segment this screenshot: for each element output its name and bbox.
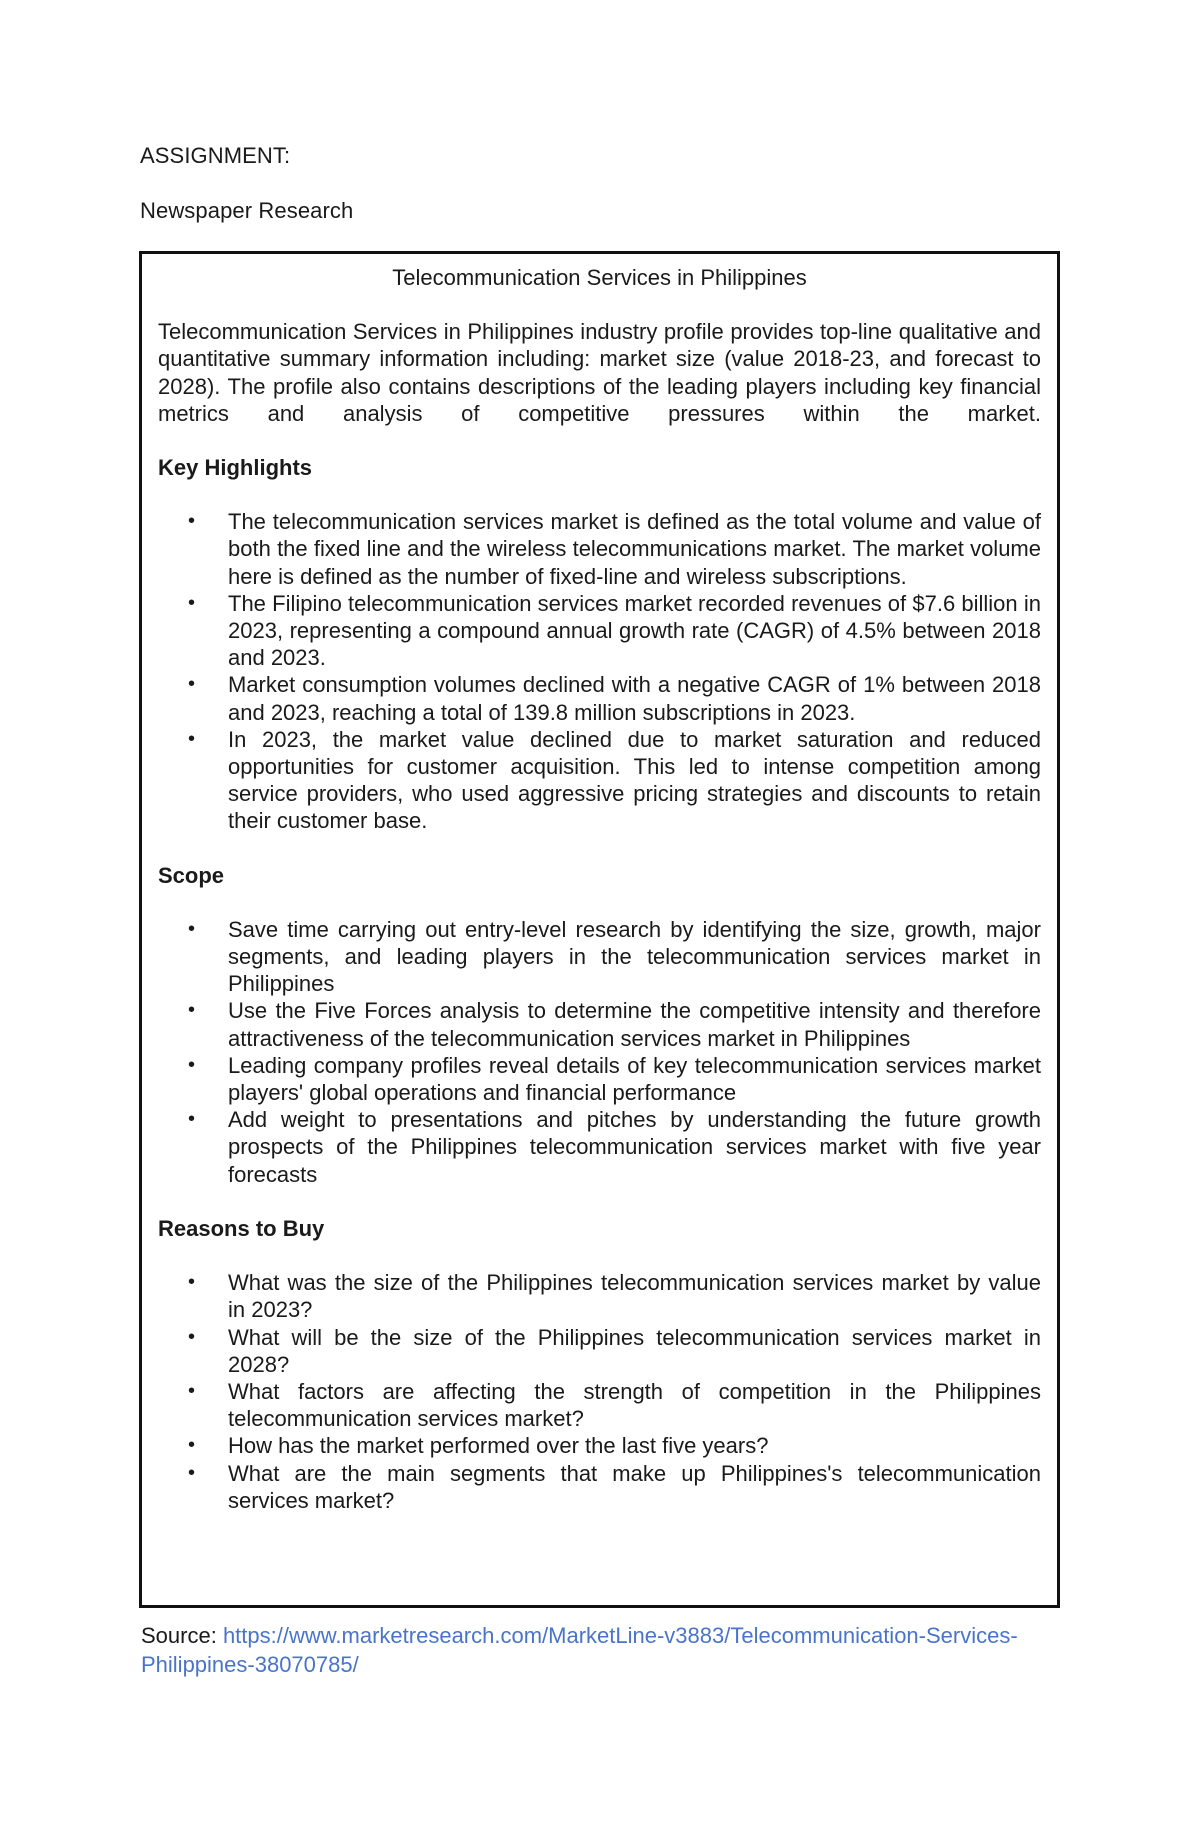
bullet-icon: • [188,1053,196,1076]
article-content [158,264,1041,1514]
section-heading: Key Highlights [158,455,313,481]
bullet-icon: • [188,591,196,614]
list-item [158,508,1041,590]
list-item [158,1052,1041,1106]
list-item [158,1106,1041,1188]
bullet-icon: • [188,673,196,696]
bullet-icon: • [188,1461,196,1484]
list-item [158,1378,1041,1432]
article-intro: Telecommunication Services in Philippines industry profile provides top-line qualitative and quantitative summary information including: market size (value 2018-23, and forecast to 2028). The profile also contains descriptions of the leading players including key financial metrics and analysis of competitive pressures within the market. [158,319,1041,426]
list-item [158,1460,1041,1514]
section-heading: Scope [158,862,225,888]
article-title: Telecommunication Services in Philippines [392,265,807,290]
assignment-label: ASSIGNMENT: [140,143,291,168]
list-item-text: The telecommunication services market is defined as the total volume and value of both the fixed line and the wireless telecommunications market. The market volume here is defined as the number of fixed-line and wireless subscriptions. [228,509,1041,589]
list-item-text: Market consumption volumes declined with a negative CAGR of 1% between 2018 and 2023, reaching a total of 139.8 million subscriptions in 2023. [228,672,1041,725]
list-item-text: What was the size of the Philippines telecommunication services market by value in 2023? [228,1270,1041,1323]
source-line [141,1621,1041,1679]
bullet-icon: • [188,1325,196,1348]
bullet-icon: • [188,1108,196,1131]
bullet-list [158,1269,1041,1514]
document-subtitle: Newspaper Research [140,198,354,223]
list-item [158,1432,1041,1459]
list-item [158,997,1041,1051]
bullet-icon: • [188,999,196,1022]
list-item-text: The Filipino telecommunication services market recorded revenues of $7.6 billion in 2023, representing a compound annual growth rate (CAGR) of 4.5% between 2018 and 2023. [228,590,1041,671]
bullet-icon: • [188,510,196,533]
list-item-text: What are the main segments that make up Philippines's telecommunication services market? [228,1460,1041,1513]
article-sections [158,454,1041,1514]
list-item [158,726,1041,835]
section-heading: Reasons to Buy [158,1215,325,1241]
list-item-text: Use the Five Forces analysis to determine the competitive intensity and therefore attractiveness of the telecommunication services market in Philippines [228,998,1041,1051]
list-item-text: What factors are affecting the strength of competition in the Philippines telecommunication services market? [228,1378,1041,1432]
bullet-list [158,916,1041,1188]
bullet-icon: • [188,1379,196,1402]
list-item-text: Leading company profiles reveal details of key telecommunication services market players' global operations and financial performance [228,1052,1041,1106]
list-item [158,590,1041,672]
list-item [158,1269,1041,1323]
list-item-text: Save time carrying out entry-level research by identifying the size, growth, major segments, and leading players in the telecommunication services market in Philippines [228,916,1041,997]
bullet-icon: • [188,1434,196,1457]
bullet-icon: • [188,917,196,940]
list-item [158,916,1041,998]
bullet-icon: • [188,727,196,750]
source-link[interactable]: https://www.marketresearch.com/MarketLine-v3883/Telecommunication-Services-Philippines-38070785/ [141,1623,1018,1677]
list-item-text: Add weight to presentations and pitches by understanding the future growth prospects of the Philippines telecommunication services market with five year forecasts [228,1107,1041,1187]
source-label: Source: [141,1623,223,1648]
list-item [158,1324,1041,1378]
bullet-icon: • [188,1271,196,1294]
list-item-text: In 2023, the market value declined due to market saturation and reduced opportunities for customer acquisition. This led to intense competition among service providers, who used aggressive pricing strategies and discounts to retain their customer base. [228,726,1041,834]
bullet-list [158,508,1041,834]
list-item [158,671,1041,725]
article-box [139,251,1060,1608]
list-item-text: How has the market performed over the last five years? [228,1433,769,1459]
list-item-text: What will be the size of the Philippines telecommunication services market in 2028? [228,1324,1041,1377]
